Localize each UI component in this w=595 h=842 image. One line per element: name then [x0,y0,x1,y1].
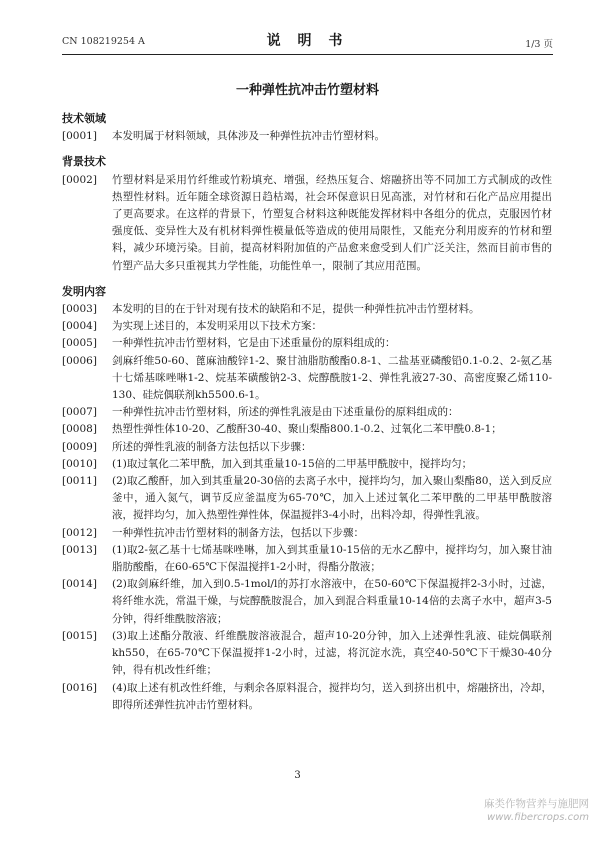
document-title: 一种弹性抗冲击竹塑材料 [235,83,379,98]
paragraph [62,628,552,680]
paragraph-number: [0010] [62,457,97,470]
paragraph-text: (2)取乙酸酐，加入到其重量20-30倍的去离子水中，搅拌均匀，加入聚山梨酯80，送入到反应釜中，通入氮气，调节反应釜温度为65-70℃，加入上述过氧化二苯甲酰的二甲基甲酰胺溶液，搅拌均匀，加入热塑性弹性体，保温搅拌3-4小时，出料冷却，得弹性乳液。 [112,475,552,522]
paragraph-number: [0011] [62,475,97,488]
paragraph-text: (2)取剑麻纤维，加入到0.5-1mol/l的苏打水溶液中，在50-60℃下保温搅拌2-3小时，过滤，将纤维水洗，常温干燥，与烷醇酰胺混合，加入到混合料重量10-14倍的去离子水中，超声3-5分钟，得纤维酰胺溶液； [112,578,552,625]
paragraph-number: [0004] [62,320,97,333]
paragraph [62,128,552,145]
paragraph [62,439,552,456]
paragraph-text: 本发明的目的在于针对现有技术的缺陷和不足，提供一种弹性抗冲击竹塑材料。 [112,303,480,316]
paragraph [62,473,552,525]
paragraph [62,404,552,421]
watermark-url: www.fibercrops.com [487,812,589,823]
paragraph-number: [0014] [62,578,97,591]
paragraph [62,525,552,542]
paragraph-number: [0005] [62,337,97,350]
paragraph-text: 本发明属于材料领域，具体涉及一种弹性抗冲击竹塑材料。 [112,130,385,143]
paragraph-number: [0012] [62,526,97,539]
site-watermark [484,798,589,824]
page-header [62,30,553,52]
paragraph-text: (1)取过氧化二苯甲酰，加入到其重量10-15倍的二甲基甲酰胺中，搅拌均匀； [112,457,473,470]
paragraph [62,353,552,405]
paragraph-text: 剑麻纤维50-60、蓖麻油酸锌1-2、聚甘油脂肪酸酯0.8-1、二盐基亚磷酸铅0.1-0.2、2-氨乙基十七烯基咪唑啉1-2、烷基苯磺酸钠2-3、烷醇酰胺1-2、弹性乳液27-30、高密度聚乙烯110-130、硅烷偶联剂kh5500.6-1。 [112,354,552,402]
paragraph-number: [0015] [62,629,97,642]
document-type: 说 明 书 [266,33,349,49]
paragraph-number: [0013] [62,543,97,556]
paragraph-text: (1)取2-氨乙基十七烯基咪唑啉，加入到其重量10-15倍的无水乙醇中，搅拌均匀，加入聚甘油脂肪酸酯，在60-65℃下保温搅拌1-2小时，得酯分散液； [112,543,552,574]
section-heading: 技术领域 [62,112,106,125]
paragraph-text: (4)取上述有机改性纤维，与剩余各原料混合，搅拌均匀，送入到挤出机中，熔融挤出，冷却，即得所述弹性抗冲击竹塑材料。 [112,681,552,711]
paragraph-number: [0008] [62,423,97,436]
paragraph-number: [0009] [62,440,97,453]
paragraph-number: [0007] [62,406,97,419]
page-indicator: 1/3 页 [525,39,553,50]
page-number: 3 [294,770,301,781]
paragraph [62,172,552,275]
paragraph-text: 一种弹性抗冲击竹塑材料的制备方法，包括以下步骤： [112,526,364,539]
document-body [62,110,552,714]
patent-number: CN 108219254 A [62,36,145,47]
watermark-site-name: 麻类作物营养与施肥网 [484,798,589,810]
paragraph-text: 竹塑材料是采用竹纤维或竹粉填充、增强，经热压复合、熔融挤出等不同加工方式制成的改性热塑性材料。近年随全球资源日趋枯竭，社会环保意识日见高涨，对竹材和石化产品应用提出了更高要求。在这样的背景下，竹塑复合材料这种既能发挥材料中各组分的优点，克服因竹材强度低、变异性大及有机材料弹性模量低等造成的使用局限性，又能充分利用废弃的竹材和塑料，减少环境污染。目前，提高材料附加值的产品愈来愈受到人们广泛关注，然而目前市售的竹塑产品大多只重视其力学性能，功能性单一，限制了其应用范围。 [112,173,552,272]
paragraph-text: (3)取上述酯分散液、纤维酰胺溶液混合，超声10-20分钟，加入上述弹性乳液、硅烷偶联剂kh550，在65-70℃下保温搅拌1-2小时，过滤，将沉淀水洗，真空40-50℃下干燥30-40分钟，得有机改性纤维； [112,629,552,677]
paragraph-number: [0016] [62,681,97,694]
paragraph-number: [0001] [62,130,97,143]
paragraph [62,576,552,628]
paragraph [62,456,552,473]
paragraph [62,421,552,438]
header-divider [62,54,553,55]
paragraph [62,680,552,714]
paragraph [62,301,552,318]
paragraph-number: [0002] [62,173,97,186]
paragraph-text: 为实现上述目的，本发明采用以下技术方案： [112,320,322,333]
section-heading: 背景技术 [62,155,106,169]
paragraph-text: 热塑性弹性体10-20、乙酸酐30-40、聚山梨酯800.1-0.2、过氧化二苯甲酰0.8-1； [112,423,502,436]
paragraph-number: [0006] [62,354,97,367]
paragraph [62,335,552,352]
paragraph [62,318,552,335]
section-heading: 发明内容 [62,284,106,298]
paragraph-number: [0003] [62,303,97,316]
paragraph-text: 所述的弹性乳液的制备方法包括以下步骤： [112,440,312,453]
paragraph-text: 一种弹性抗冲击竹塑材料，它是由下述重量份的原料组成的： [112,337,396,350]
paragraph-text: 一种弹性抗冲击竹塑材料，所述的弹性乳液是由下述重量份的原料组成的： [112,406,459,419]
paragraph [62,542,552,576]
